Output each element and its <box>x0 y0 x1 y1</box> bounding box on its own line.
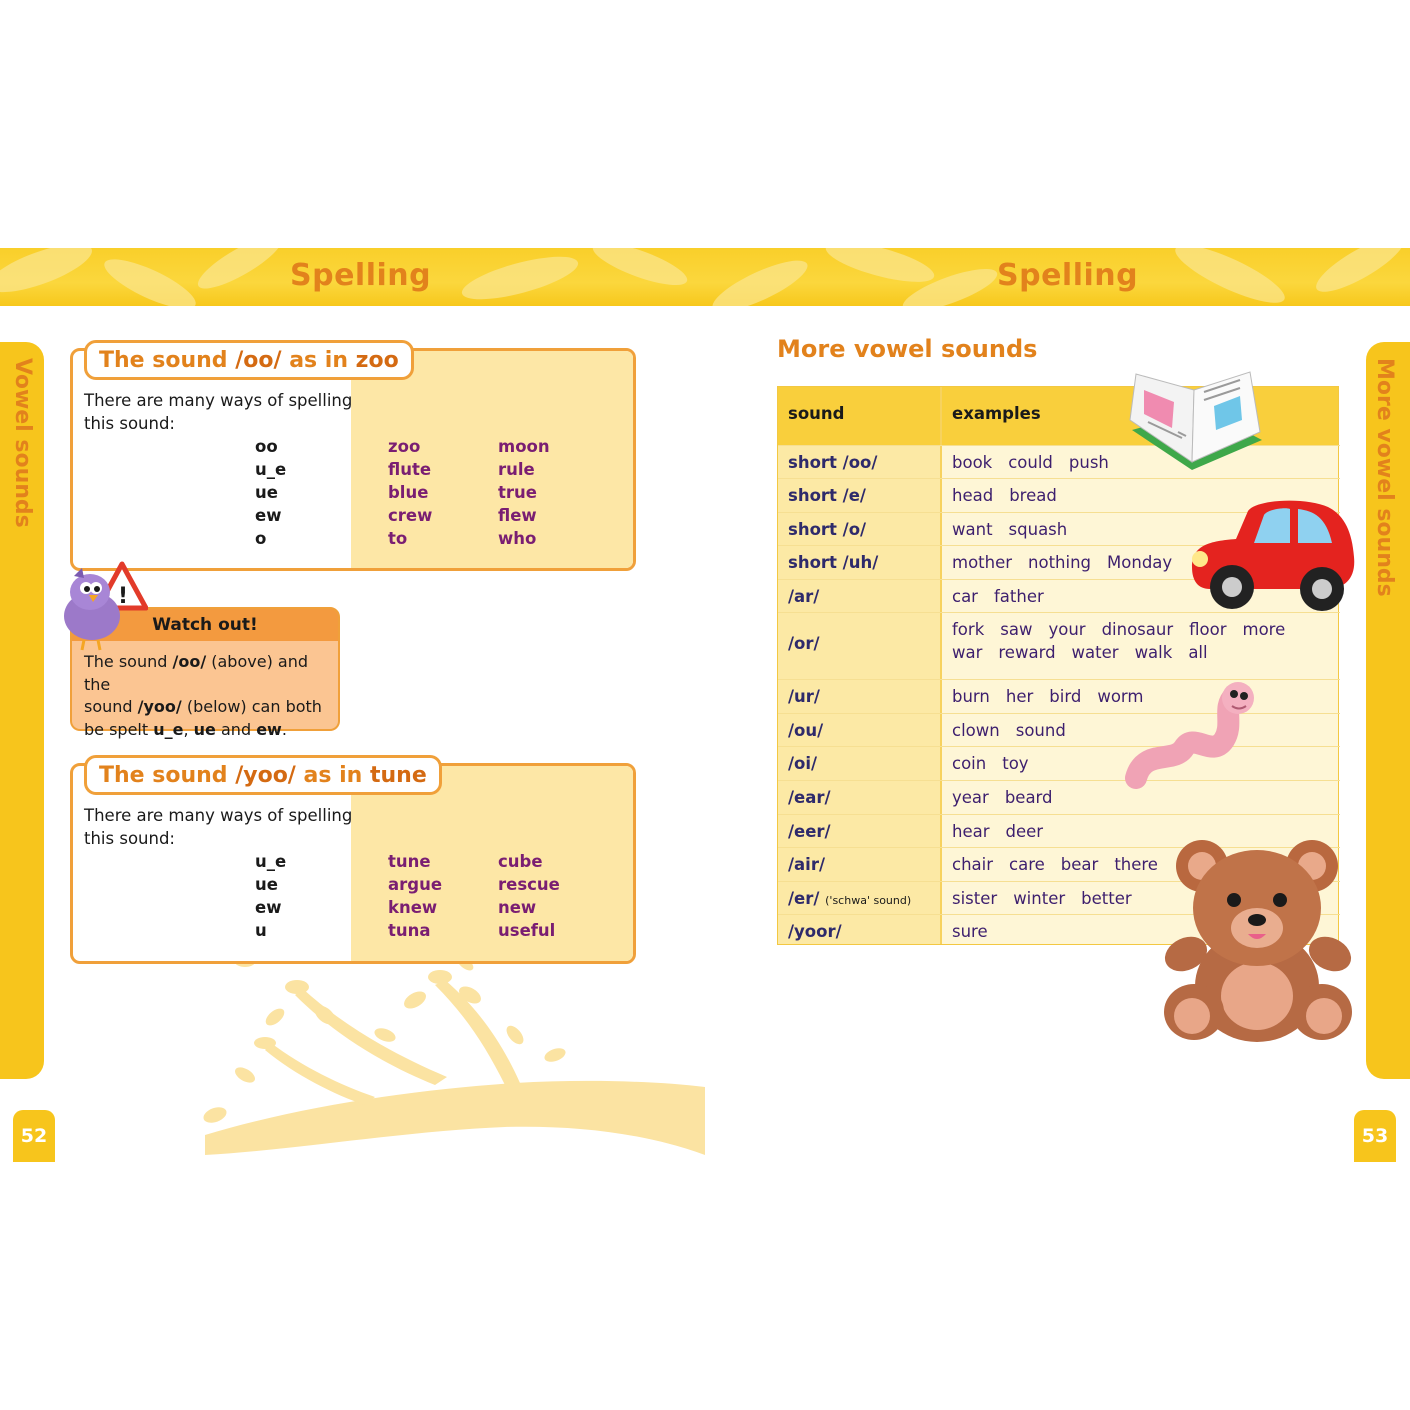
example-word: beard <box>1004 788 1053 807</box>
examples-cell <box>952 453 1125 472</box>
example-word: to <box>388 529 408 548</box>
sound-label: /ar/ <box>788 587 820 606</box>
spelling-item: u_e <box>255 852 287 871</box>
example-word: bird <box>1049 687 1082 706</box>
example-word: father <box>993 587 1044 606</box>
text-run: and <box>215 719 257 739</box>
example-word: knew <box>388 898 438 917</box>
text-run: . <box>281 719 287 739</box>
example-word: saw <box>1000 620 1033 639</box>
oo-intro-line1: There are many ways of spelling <box>84 391 353 410</box>
sound-cell <box>788 754 817 773</box>
yoo-title-mid: as in <box>303 762 363 788</box>
spelling-item: ew <box>255 898 282 917</box>
sound-cell <box>788 486 866 505</box>
yoo-title-word: tune <box>370 762 427 788</box>
example-word: her <box>1005 687 1034 706</box>
example-word: useful <box>498 921 556 940</box>
example-word: floor <box>1189 620 1227 639</box>
sound-label: /ou/ <box>788 721 824 740</box>
sound-cell <box>788 721 823 740</box>
example-word: moon <box>498 437 550 456</box>
example-word: reward <box>998 643 1056 662</box>
spelling-item: ue <box>255 875 278 894</box>
page-number-right: 53 <box>1354 1110 1396 1162</box>
oo-intro <box>84 389 352 435</box>
example-word: flute <box>388 460 432 479</box>
example-word: flew <box>498 506 537 525</box>
example-word: book <box>952 453 993 472</box>
watch-out-heading: Watch out! <box>70 607 340 643</box>
example-word: better <box>1081 889 1132 908</box>
example-word: zoo <box>388 437 421 456</box>
yoo-spellings <box>255 850 286 942</box>
example-word: year <box>952 788 989 807</box>
toy-car-icon <box>1186 497 1358 615</box>
example-word: walk <box>1134 643 1173 662</box>
example-word: Monday <box>1107 553 1173 572</box>
text-run: /yoo/ <box>137 697 182 716</box>
teddy-bear-icon <box>1160 836 1356 1044</box>
sound-label: /ear/ <box>788 788 831 807</box>
text-run: , <box>183 719 194 739</box>
example-word: new <box>498 898 537 917</box>
example-word: tuna <box>388 921 431 940</box>
text-run: The sound <box>84 652 173 671</box>
example-word: sure <box>952 922 988 941</box>
header-title-right: Spelling <box>997 258 1139 293</box>
sound-label: /eer/ <box>788 822 831 841</box>
text-run: /oo/ <box>172 652 207 671</box>
examples-cell <box>952 553 1188 572</box>
bird-mascot-icon <box>52 556 148 652</box>
example-word: dinosaur <box>1101 620 1174 639</box>
examples-cell <box>952 486 1073 505</box>
example-word: worm <box>1097 687 1144 706</box>
watch-out-line3 <box>84 719 330 742</box>
example-word: bread <box>1009 486 1057 505</box>
examples-cell <box>952 889 1148 908</box>
section-heading: More vowel sounds <box>777 335 1038 363</box>
yoo-intro <box>84 804 352 850</box>
yoo-title-prefix: The sound <box>99 762 228 788</box>
yoo-intro-line1: There are many ways of spelling <box>84 806 353 825</box>
example-word: true <box>498 483 537 502</box>
sound-cell <box>788 553 878 572</box>
example-word: sound <box>1015 721 1066 740</box>
example-word: more <box>1242 620 1286 639</box>
sound-label: /or/ <box>788 634 820 653</box>
example-word: who <box>498 529 537 548</box>
text-run: (above) and the <box>84 652 308 694</box>
yoo-title-sound: /yoo/ <box>235 762 296 788</box>
example-word: car <box>952 587 978 606</box>
example-word: war <box>952 643 983 662</box>
text-run: u_e <box>153 719 184 739</box>
spelling-item: u <box>255 921 267 940</box>
sound-label: /air/ <box>788 855 825 874</box>
sound-label: /oi/ <box>788 754 818 773</box>
oo-words-a <box>388 435 432 550</box>
example-word: fork <box>952 620 985 639</box>
header-band <box>0 248 1410 306</box>
example-word: push <box>1068 453 1109 472</box>
example-word: argue <box>388 875 443 894</box>
yoo-words-a <box>388 850 442 942</box>
oo-rule-box <box>70 348 636 571</box>
examples-cell <box>952 587 1060 606</box>
sound-label: short /o/ <box>788 520 867 539</box>
sound-cell <box>788 788 831 807</box>
examples-cell <box>952 754 1045 773</box>
text-run: be spelt <box>84 719 154 739</box>
example-word: toy <box>1002 754 1029 773</box>
examples-cell <box>952 922 1004 941</box>
text-run: sound <box>84 697 138 716</box>
text-run: ue <box>193 719 216 739</box>
spelling-item: u_e <box>255 460 287 479</box>
example-word: there <box>1114 855 1158 874</box>
example-word: rule <box>498 460 535 479</box>
oo-title-prefix: The sound <box>99 347 228 373</box>
example-word: clown <box>952 721 1000 740</box>
feather-icon <box>0 248 1410 306</box>
oo-rule-title <box>84 340 414 380</box>
watch-out-line2 <box>84 696 330 719</box>
example-word: chair <box>952 855 994 874</box>
sound-cell <box>788 687 820 706</box>
example-word: blue <box>388 483 429 502</box>
example-word: cube <box>498 852 543 871</box>
example-word: nothing <box>1028 553 1092 572</box>
sound-cell <box>788 922 842 941</box>
sound-cell <box>788 587 819 606</box>
sound-cell <box>788 822 831 841</box>
sound-label: short /e/ <box>788 486 866 505</box>
example-word: water <box>1071 643 1119 662</box>
examples-cell <box>952 643 1224 662</box>
side-tab-left-label: Vowel sounds <box>10 358 35 528</box>
sound-note: ('schwa' sound) <box>825 894 912 907</box>
oo-title-sound: /oo/ <box>235 347 282 373</box>
worm-icon <box>1124 678 1260 798</box>
examples-cell <box>952 855 1174 874</box>
sound-cell <box>788 520 866 539</box>
oo-title-word: zoo <box>355 347 399 373</box>
yoo-rule-title <box>84 755 442 795</box>
example-word: care <box>1009 855 1045 874</box>
example-word: want <box>952 520 993 539</box>
spelling-item: ew <box>255 506 282 525</box>
table-row <box>778 612 1340 680</box>
oo-words-b <box>498 435 550 550</box>
example-word: rescue <box>498 875 560 894</box>
book-icon <box>1122 370 1272 502</box>
sound-cell <box>788 889 911 908</box>
sound-cell <box>788 634 820 653</box>
sound-label: short /oo/ <box>788 453 878 472</box>
example-word: bear <box>1060 855 1099 874</box>
yoo-intro-line2: this sound: <box>84 829 175 848</box>
example-word: deer <box>1005 822 1044 841</box>
example-word: crew <box>388 506 433 525</box>
sound-label: /yoor/ <box>788 922 842 941</box>
sound-cell <box>788 855 825 874</box>
oo-spellings <box>255 435 286 550</box>
spelling-item: o <box>255 529 267 548</box>
example-word: hear <box>952 822 990 841</box>
watch-out-line1 <box>84 651 330 696</box>
spelling-item: oo <box>255 437 278 456</box>
sound-cell <box>788 453 877 472</box>
page-number-left: 52 <box>13 1110 55 1162</box>
sound-label: /er/ <box>788 889 820 908</box>
oo-title-mid: as in <box>289 347 348 373</box>
example-word: all <box>1188 643 1208 662</box>
tree-branch-icon <box>185 955 705 1165</box>
example-word: your <box>1048 620 1086 639</box>
yoo-words-b <box>498 850 560 942</box>
examples-cell <box>952 788 1069 807</box>
example-word: sister <box>952 889 998 908</box>
text-run: (below) can both <box>181 697 322 716</box>
column-header-sound: sound <box>788 404 845 423</box>
example-word: squash <box>1008 520 1068 539</box>
svg-text:!: ! <box>118 584 129 609</box>
sound-label: short /uh/ <box>788 553 879 572</box>
examples-cell <box>952 520 1083 539</box>
watch-out-body <box>70 641 340 739</box>
sound-label: /ur/ <box>788 687 820 706</box>
example-word: burn <box>952 687 990 706</box>
examples-cell <box>952 822 1059 841</box>
spelling-item: ue <box>255 483 278 502</box>
examples-cell <box>952 620 1301 639</box>
column-header-examples: examples <box>952 404 1041 423</box>
example-word: head <box>952 486 994 505</box>
header-title-left: Spelling <box>290 258 432 293</box>
example-word: mother <box>952 553 1013 572</box>
examples-cell <box>952 721 1082 740</box>
text-run: ew <box>256 719 282 739</box>
example-word: tune <box>388 852 431 871</box>
example-word: coin <box>952 754 987 773</box>
example-word: winter <box>1013 889 1066 908</box>
example-word: could <box>1008 453 1053 472</box>
side-tab-right-label: More vowel sounds <box>1372 358 1397 597</box>
oo-intro-line2: this sound: <box>84 414 175 433</box>
